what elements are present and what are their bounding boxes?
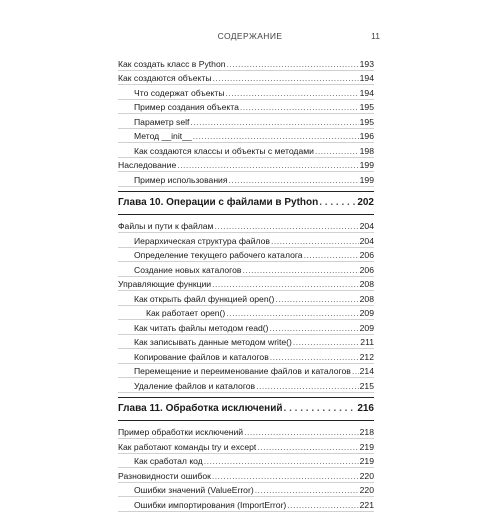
toc-entry[interactable]: [118, 71, 374, 86]
toc-entry[interactable]: [118, 364, 374, 379]
entry-page-number: 209: [359, 308, 374, 318]
dot-leader: [190, 117, 358, 128]
entry-title: Разновидности ошибок: [118, 470, 211, 481]
toc-entry[interactable]: [118, 483, 374, 498]
chapter-page: 216: [357, 403, 374, 414]
running-title: СОДЕРЖАНИЕ: [217, 31, 283, 41]
entry-page-number: 219: [359, 456, 374, 466]
entry-title: Файлы и пути к файлам: [118, 221, 214, 231]
toc-chapter11-entries: [118, 425, 374, 512]
entry-page-number: 215: [359, 380, 374, 391]
entry-title: Как читать файлы методом read(): [134, 322, 269, 333]
dot-leader: [244, 427, 359, 438]
entry-page-number: 196: [359, 131, 374, 141]
entry-title: Управляющие функции: [118, 279, 212, 289]
entry-page-number: 208: [359, 293, 374, 304]
entry-page-number: 220: [359, 470, 374, 481]
entry-title: Перемещение и переименование файлов и каталогов: [134, 366, 351, 376]
toc-entry[interactable]: [118, 233, 374, 248]
entry-title: Пример использования: [134, 174, 228, 185]
toc-entry[interactable]: [118, 306, 374, 321]
dot-leader: [255, 485, 359, 496]
toc-entry[interactable]: [118, 349, 374, 364]
entry-page-number: 195: [359, 116, 374, 127]
entry-page-number: 219: [359, 441, 374, 452]
toc-entry[interactable]: [118, 262, 374, 277]
dot-leader: [287, 500, 358, 511]
entry-page-number: 221: [359, 499, 374, 510]
toc-entry[interactable]: [118, 335, 374, 350]
entry-title: Что содержат объекты: [134, 87, 225, 98]
toc-entry[interactable]: [118, 248, 374, 263]
toc-entry[interactable]: [118, 454, 374, 469]
dot-leader: [352, 366, 359, 377]
dot-leader: [204, 456, 359, 467]
page-number: 11: [371, 31, 380, 41]
entry-page-number: 199: [359, 160, 374, 170]
entry-title: Как сработал код: [134, 456, 203, 466]
entry-title: Пример обработки исключений: [118, 427, 244, 437]
entry-title: Копирование файлов и каталогов: [134, 351, 269, 362]
dot-leader: [271, 236, 359, 247]
toc-entry[interactable]: [118, 425, 374, 440]
entry-title: Как создаются объекты: [118, 73, 212, 83]
entry-title: Как создаются классы и объекты с методами: [134, 145, 314, 156]
entry-page-number: 198: [359, 145, 374, 156]
dot-leader: [212, 471, 359, 482]
dot-leader: [284, 403, 357, 414]
dot-leader: [270, 352, 359, 363]
chapter-heading-11[interactable]: [118, 397, 374, 421]
toc-entry[interactable]: [118, 172, 374, 187]
entry-title: Параметр self: [134, 116, 190, 127]
entry-page-number: 199: [359, 174, 374, 185]
dot-leader: [256, 381, 359, 392]
running-header: [0, 31, 500, 45]
dot-leader: [214, 221, 358, 232]
dot-leader: [177, 160, 358, 171]
dot-leader: [270, 323, 359, 334]
entry-title: Определение текущего рабочего каталога: [134, 250, 303, 260]
entry-title: Ошибки значений (ValueError): [134, 485, 254, 495]
entry-page-number: 211: [360, 337, 374, 347]
entry-page-number: 209: [359, 322, 374, 333]
dot-leader: [293, 337, 359, 348]
dot-leader: [226, 308, 358, 319]
entry-page-number: 206: [359, 250, 374, 260]
chapter-heading-10[interactable]: [118, 191, 374, 215]
entry-title: Как создать класс в Python: [118, 58, 226, 69]
entry-title: Наследование: [118, 160, 177, 170]
dot-leader: [193, 131, 359, 142]
entry-page-number: 218: [359, 427, 374, 437]
entry-title: Как работают команды try и except: [118, 441, 257, 452]
entry-title: Метод __init__: [134, 131, 192, 141]
dot-leader: [229, 175, 359, 186]
chapter-title: Глава 10. Операции с файлами в Python: [118, 197, 319, 208]
dot-leader: [226, 88, 359, 99]
dot-leader: [227, 59, 359, 70]
toc-entry[interactable]: [118, 56, 374, 71]
toc-entry[interactable]: [118, 114, 374, 129]
entry-page-number: 194: [359, 73, 374, 83]
chapter-title: Глава 11. Обработка исключений: [118, 403, 283, 414]
entry-page-number: 193: [359, 58, 374, 69]
entry-page-number: 212: [359, 351, 374, 362]
toc-entry[interactable]: [118, 85, 374, 100]
entry-title: Как записывать данные методом write(): [134, 337, 292, 347]
entry-title: Ошибки импортирования (ImportError): [134, 499, 287, 510]
chapter-page: 202: [357, 197, 374, 208]
dot-leader: [242, 265, 358, 276]
toc-entry[interactable]: [118, 219, 374, 234]
toc-entry[interactable]: [118, 291, 374, 306]
toc-entry[interactable]: [118, 100, 374, 115]
entry-page-number: 214: [359, 366, 374, 376]
entry-page-number: 204: [359, 221, 374, 231]
entry-title: Как работает open(): [146, 308, 226, 318]
dot-leader: [275, 294, 358, 305]
toc-chapter10-entries: [118, 219, 374, 393]
toc-entry[interactable]: [118, 378, 374, 393]
table-of-contents: [118, 56, 374, 512]
entry-page-number: 204: [359, 235, 374, 246]
toc-entry[interactable]: [118, 143, 374, 158]
entry-page-number: 208: [359, 279, 374, 289]
dot-leader: [304, 250, 359, 261]
toc-entry[interactable]: [118, 439, 374, 454]
entry-title: Удаление файлов и каталогов: [134, 380, 256, 391]
entry-page-number: 195: [359, 102, 374, 112]
entry-page-number: 194: [359, 87, 374, 98]
dot-leader: [257, 442, 358, 453]
dot-leader: [315, 146, 359, 157]
toc-pre-entries: [118, 56, 374, 187]
dot-leader: [319, 197, 356, 208]
dot-leader: [213, 73, 359, 84]
toc-entry[interactable]: [118, 320, 374, 335]
toc-entry[interactable]: [118, 129, 374, 144]
toc-entry[interactable]: [118, 158, 374, 173]
entry-page-number: 206: [359, 264, 374, 275]
toc-entry[interactable]: [118, 497, 374, 512]
dot-leader: [212, 279, 359, 290]
entry-title: Создание новых каталогов: [134, 264, 242, 275]
entry-title: Иерархическая структура файлов: [134, 235, 270, 246]
toc-entry[interactable]: [118, 468, 374, 483]
entry-page-number: 220: [359, 485, 374, 495]
toc-entry[interactable]: [118, 277, 374, 292]
dot-leader: [240, 102, 359, 113]
entry-title: Как открыть файл функцией open(): [134, 293, 275, 304]
entry-title: Пример создания объекта: [134, 102, 239, 112]
